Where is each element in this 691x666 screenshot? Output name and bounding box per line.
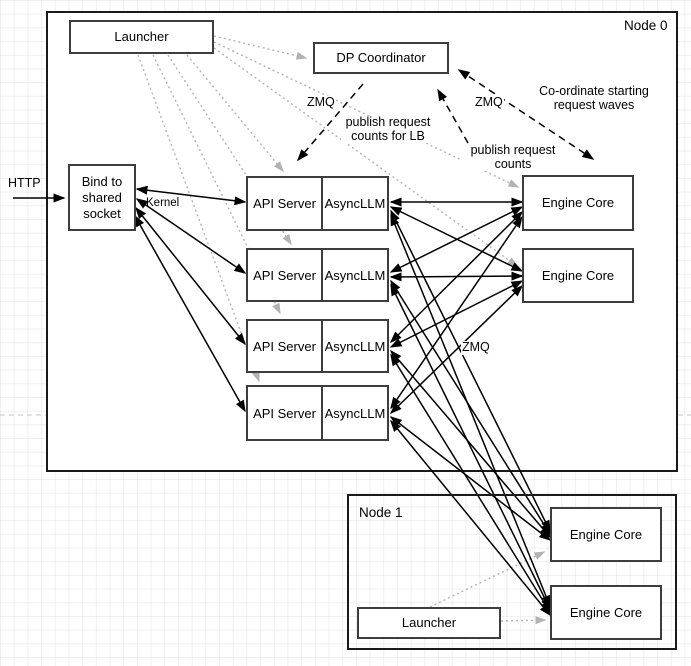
publish-counts-lb-label: publish request counts for LB <box>341 116 435 143</box>
engine-core-node0-2 <box>522 248 634 303</box>
launcher-node1-box <box>357 607 501 639</box>
engine-core-node1-1 <box>550 507 662 562</box>
engine-core-node0-1-label: Engine Core <box>541 195 615 210</box>
node0-label: Node 0 <box>624 18 668 33</box>
dp-coordinator-box <box>313 42 449 74</box>
bind-shared-socket-box <box>68 164 136 231</box>
asyncllm-1: AsyncLLM <box>321 176 389 231</box>
asyncllm-3: AsyncLLM <box>321 319 389 373</box>
dp-coordinator-label: DP Coordinator <box>336 50 426 65</box>
api-server-4: API Server <box>246 385 323 441</box>
kernel-edge-label: Kernel <box>146 197 180 209</box>
bind-shared-socket-label: Bind to shared socket <box>81 173 123 221</box>
engine-core-node1-1-label: Engine Core <box>569 526 643 542</box>
api-server-row-1 <box>246 176 391 231</box>
asyncllm-4: AsyncLLM <box>321 385 389 441</box>
api-server-2: API Server <box>246 248 323 302</box>
zmq-coordinator-edge-label: ZMQ <box>475 95 503 109</box>
engine-core-node0-1 <box>522 175 634 231</box>
publish-counts-label: publish request counts <box>462 144 564 171</box>
zmq-engines-edge-label: ZMQ <box>462 340 490 354</box>
engine-core-node0-2-label: Engine Core <box>541 267 615 283</box>
zmq-api-edge-label: ZMQ <box>307 95 335 109</box>
asyncllm-2: AsyncLLM <box>321 248 389 302</box>
api-server-row-3 <box>246 319 391 373</box>
engine-core-node1-2-label: Engine Core <box>569 604 643 620</box>
node1-label: Node 1 <box>359 505 403 520</box>
engine-core-node1-2 <box>550 585 662 640</box>
api-server-1: API Server <box>246 176 323 231</box>
launcher-node0-label: Launcher <box>114 29 169 44</box>
launcher-node1-label: Launcher <box>401 615 457 630</box>
api-server-3: API Server <box>246 319 323 373</box>
http-edge-label: HTTP <box>8 176 41 190</box>
api-server-row-4 <box>246 385 391 441</box>
coordinate-waves-label: Co-ordinate starting request waves <box>527 85 661 112</box>
launcher-node0-box <box>69 20 214 54</box>
api-server-row-2 <box>246 248 391 302</box>
